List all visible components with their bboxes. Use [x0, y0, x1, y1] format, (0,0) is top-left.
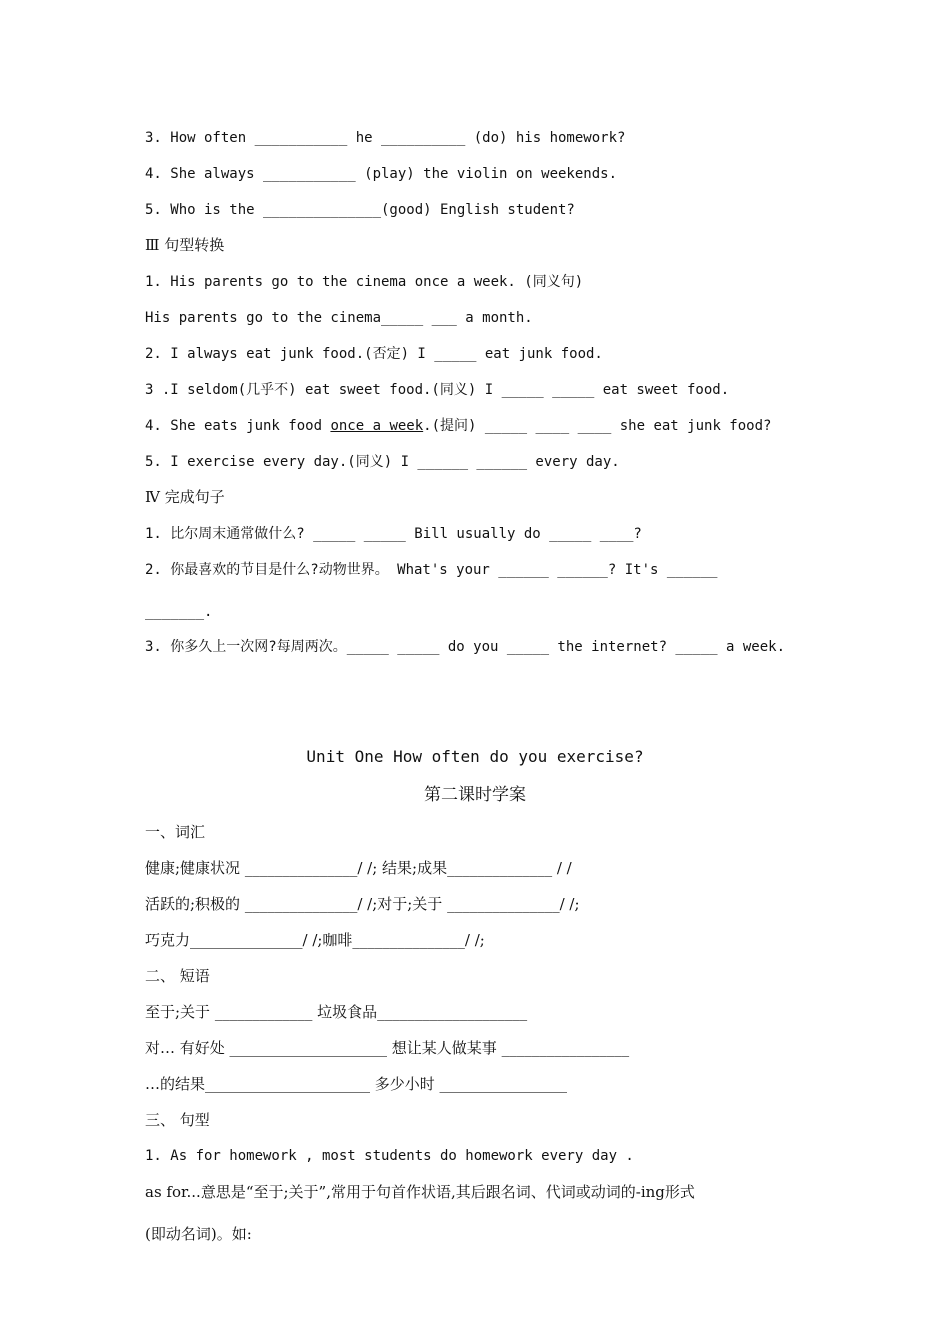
- exercise-line: 1. 比尔周末通常做什么? _____ _____ Bill usually do _____ ____?: [145, 526, 642, 542]
- q4-prefix: 4. She eats junk food: [145, 418, 331, 434]
- vocab-line: 活跃的;积极的 _______________/ /;对于;关于 _______________/ /;: [145, 895, 580, 913]
- phrase-line: 至于;关于 _____________ 垃圾食品____________________: [145, 1003, 528, 1021]
- exercise-line: 3 .I seldom(几乎不) eat sweet food.(同义) I _____ _____ eat sweet food.: [145, 382, 730, 398]
- exercise-line: [145, 416, 855, 436]
- exercise-line: 4. She always ___________ (play) the violin on weekends.: [145, 166, 618, 182]
- exercise-line: _______.: [145, 604, 213, 620]
- exercise-line: 1. His parents go to the cinema once a week. (同义句): [145, 274, 584, 290]
- q4-suffix: .(提问) _____ ____ ____ she eat junk food?: [423, 418, 772, 434]
- exercise-line: 5. Who is the ______________(good) English student?: [145, 202, 575, 218]
- exercise-line: 3. How often ___________ he __________ (do) his homework?: [145, 130, 626, 146]
- section-heading: 二、 短语: [145, 967, 210, 985]
- exercise-line: His parents go to the cinema_____ ___ a month.: [145, 310, 533, 326]
- phrase-line: 对… 有好处 _____________________ 想让某人做某事 _________________: [145, 1039, 630, 1057]
- exercise-line: 3. 你多久上一次网?每周两次。_____ _____ do you _____ the internet? _____ a week.: [145, 639, 786, 655]
- underlined-phrase: once a week: [330, 418, 424, 434]
- unit-subtitle: 第二课时学案: [424, 785, 526, 805]
- section-heading: Ⅳ 完成句子: [145, 488, 225, 506]
- exercise-line: 5. I exercise every day.(同义) I ______ ______ every day.: [145, 454, 620, 470]
- pattern-line: 1. As for homework , most students do homework every day .: [145, 1148, 634, 1164]
- phrase-line: …的结果______________________ 多少小时 _________________: [145, 1075, 568, 1093]
- vocab-line: 巧克力_______________/ /;咖啡_______________/ /;: [145, 931, 485, 949]
- section-heading: 三、 句型: [145, 1111, 210, 1129]
- pattern-line: as for...意思是“至于;关于”,常用于句首作状语,其后跟名词、代词或动词的-ing形式: [145, 1183, 695, 1201]
- section-heading: Ⅲ 句型转换: [145, 236, 225, 254]
- exercise-line: 2. 你最喜欢的节目是什么?动物世界。 What's your ______ ______? It's ______: [145, 562, 718, 578]
- pattern-line: (即动名词)。如:: [145, 1225, 252, 1243]
- unit-title: Unit One How often do you exercise?: [306, 747, 644, 766]
- section-heading: 一、词汇: [145, 823, 206, 841]
- exercise-line: 2. I always eat junk food.(否定) I _____ eat junk food.: [145, 346, 603, 362]
- vocab-line: 健康;健康状况 _______________/ /; 结果;成果______________ / /: [145, 859, 572, 877]
